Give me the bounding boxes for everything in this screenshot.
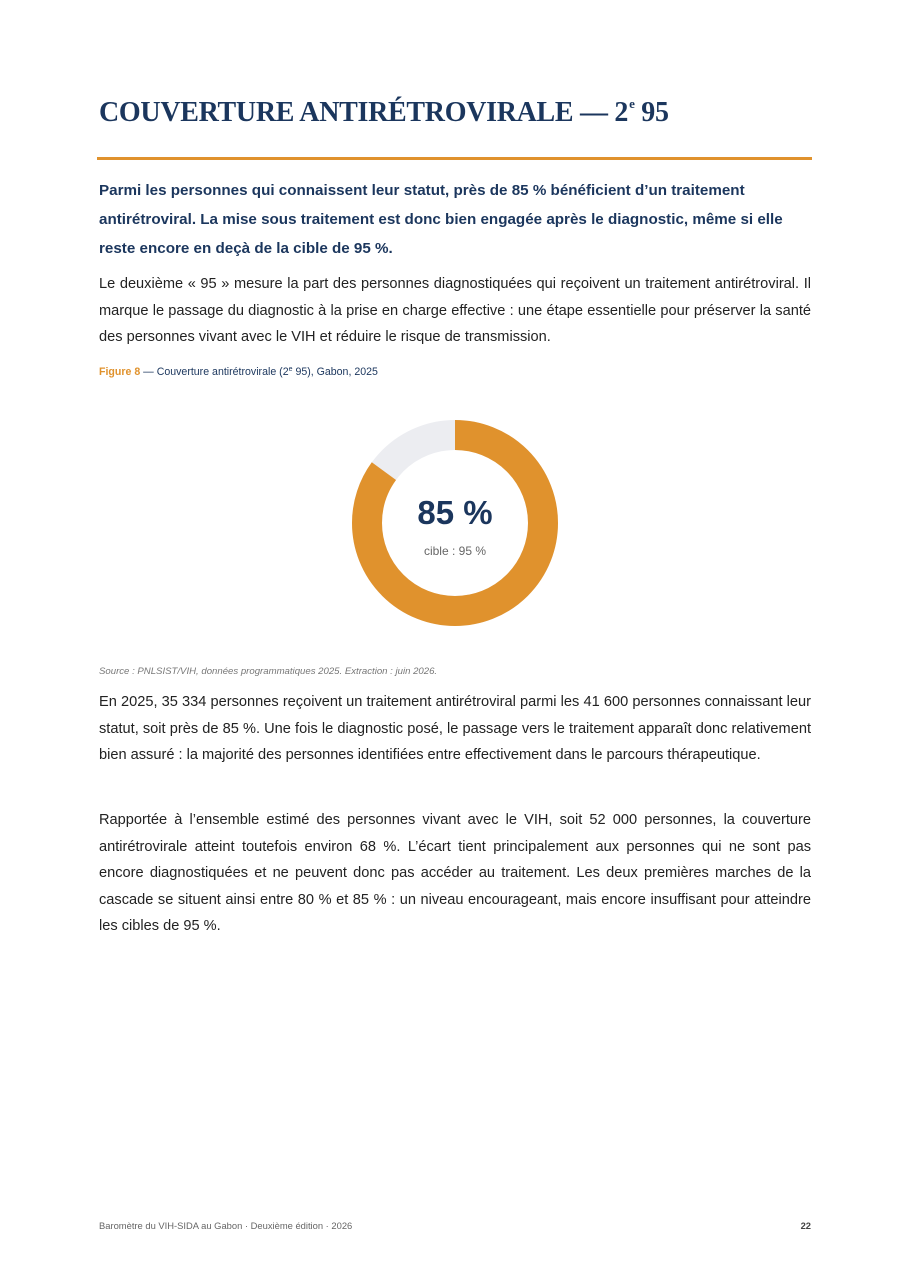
footer-publication: Baromètre du VIH-SIDA au Gabon · Deuxième édition · 2026: [99, 1220, 353, 1231]
body-paragraph-2: En 2025, 35 334 personnes reçoivent un traitement antirétroviral parmi les 41 600 personnes connaissant leur statut, soit près de 85 %. Une fois le diagnostic posé, le passage vers le traitement apparaît donc relativement bien assuré : la majorité des personnes identifiées entre effectivement dans le parcours thérapeutique.: [99, 694, 811, 763]
page-title: [99, 96, 669, 129]
figure-caption-after: 95), Gabon, 2025: [292, 366, 378, 378]
figure-caption-before: — Couverture antirétrovirale (2: [140, 366, 289, 378]
footer-page-number: 22: [800, 1220, 811, 1231]
body-paragraph-1: Le deuxième « 95 » mesure la part des personnes diagnostiquées qui reçoivent un traitement antirétroviral. Il marque le passage du diagnostic à la prise en charge effective : une étape essentielle pour préserver la santé des personnes vivant avec le VIH et réduire le risque de transmission.: [99, 276, 811, 345]
title-suffix: 95: [634, 97, 669, 128]
title-divider: [97, 157, 812, 160]
title-superscript: e: [629, 96, 635, 111]
figure-caption: [99, 366, 378, 378]
lead-paragraph: Parmi les personnes qui connaissent leur statut, près de 85 % bénéficient d’un traitement antirétroviral. La mise sous traitement est donc bien engagée après le diagnostic, même si elle reste encore en deçà de la cible de 95 %.: [99, 182, 783, 257]
donut-chart: [352, 420, 558, 626]
figure-label: Figure 8: [99, 366, 141, 378]
body-paragraph-3: Rapportée à l’ensemble estimé des personnes vivant avec le VIH, soit 52 000 personnes, la couverture antirétrovirale atteint toutefois environ 68 %. L’écart tient principalement aux personnes qui ne sont pas encore diagnostiquées et ne peuvent donc pas accéder au traitement. Les deux premières marches de la cascade se situent ainsi entre 80 % et 85 % : un niveau encourageant, mais encore insuffisant pour atteindre les cibles de 95 %.: [99, 812, 811, 934]
figure-caption-sup: e: [288, 366, 293, 373]
donut-target-label: cible : 95 %: [423, 544, 487, 558]
page: [99, 0, 811, 1287]
figure-source: Source : PNLSIST/VIH, données programmatiques 2025. Extraction : juin 2026.: [99, 666, 438, 677]
title-text: COUVERTURE ANTIRÉTROVIRALE — 2: [99, 97, 629, 128]
donut-value-label: 85 %: [417, 494, 493, 531]
